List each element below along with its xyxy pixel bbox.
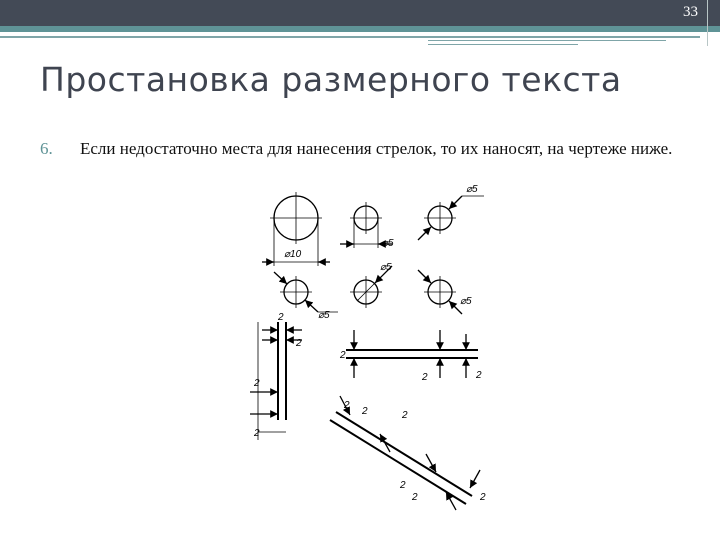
label-dim-2: 2 — [476, 370, 482, 381]
label-dim-2: 2 — [480, 492, 486, 503]
header-bar — [0, 0, 720, 26]
list-item-text: Если недостаточно места для нанесения стрелок, то их наносят, на чертеже ниже. — [80, 139, 673, 158]
circle-d5-row2-right — [418, 270, 462, 314]
label-dim-2: 2 — [402, 410, 408, 421]
frame-edge — [707, 0, 708, 46]
header-rule-3 — [428, 44, 578, 45]
label-dim-2: 2 — [254, 378, 260, 389]
header-rule-2 — [428, 40, 666, 41]
circle-d5-right-top — [418, 196, 484, 240]
dimensioning-drawing — [238, 182, 500, 532]
label-dim-2: 2 — [254, 428, 260, 439]
header-rule-1 — [0, 36, 700, 38]
label-d5-row2-left: ⌀5 — [318, 310, 330, 321]
label-d5-right-top: ⌀5 — [466, 184, 478, 195]
label-d10: ⌀10 — [284, 249, 302, 260]
list-item-number: 6. — [40, 139, 53, 158]
label-dim-2: 2 — [344, 400, 350, 411]
label-dim-2: 2 — [422, 372, 428, 383]
circle-d5-row2-left — [274, 272, 338, 312]
header-accent-stripe — [0, 26, 720, 32]
label-d5-top: ⌀5 — [382, 238, 394, 249]
label-dim-2: 2 — [296, 338, 302, 349]
label-dim-2: 2 — [412, 492, 418, 503]
slide-number: 33 — [683, 4, 698, 20]
slide-title: Простановка размерного текста — [40, 60, 622, 99]
label-d5-row2-mid: ⌀5 — [380, 262, 392, 273]
label-dim-2: 2 — [340, 350, 346, 361]
horizontal-strip — [346, 330, 478, 378]
label-dim-2: 2 — [400, 480, 406, 491]
label-d5-row2-right: ⌀5 — [460, 296, 472, 307]
label-dim-2: 2 — [362, 406, 368, 417]
label-dim-2: 2 — [278, 312, 284, 323]
